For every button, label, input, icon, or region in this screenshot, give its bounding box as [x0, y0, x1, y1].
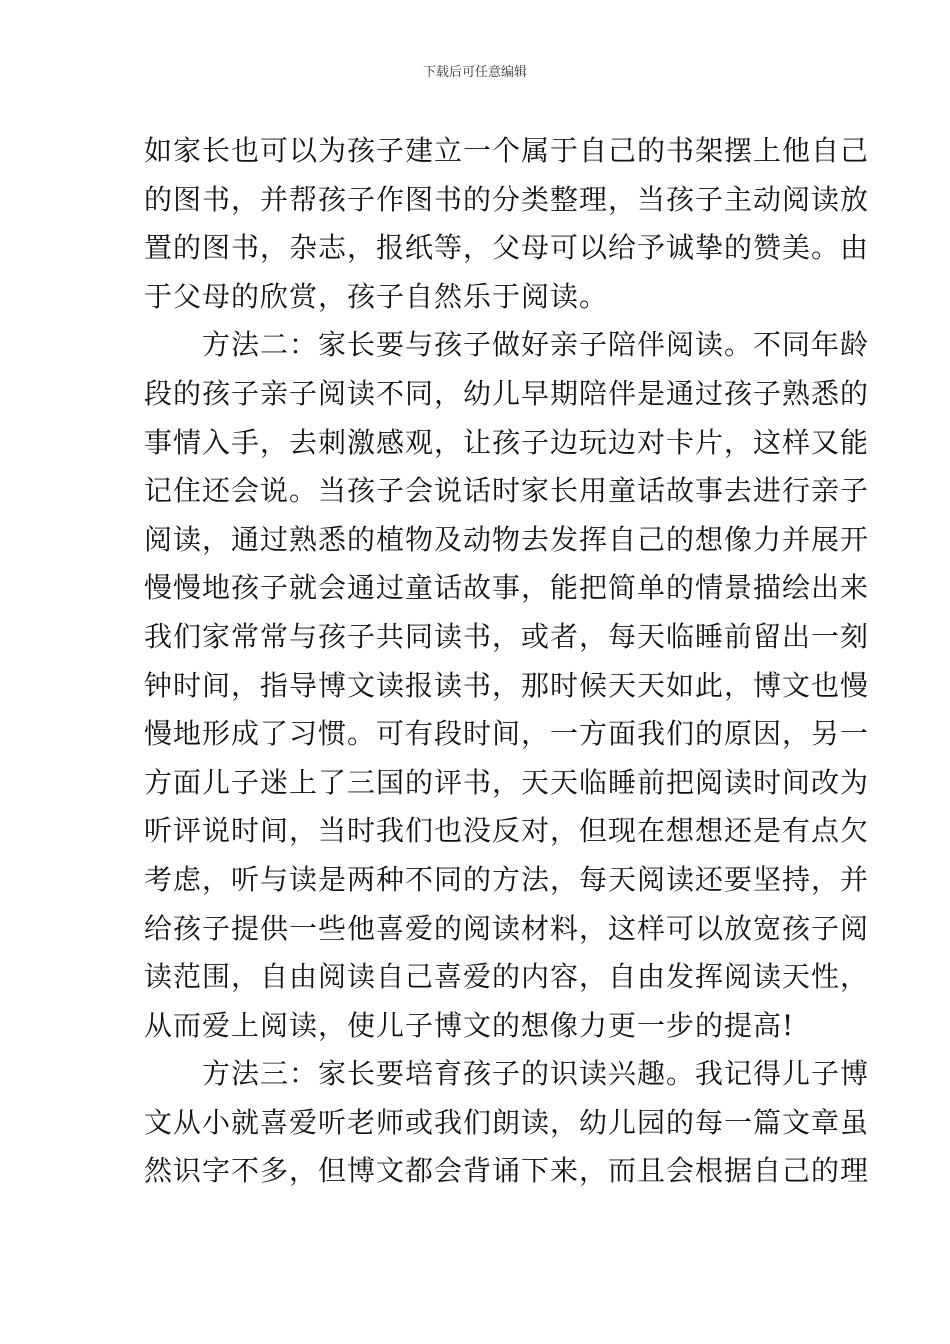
text-line: 给孩子提供一些他喜爱的阅读材料，这样可以放宽孩子阅 — [144, 911, 870, 945]
document-body — [144, 127, 870, 1196]
text-line: 于父母的欣赏，孩子自然乐于阅读。 — [144, 279, 609, 313]
text-line: 如家长也可以为孩子建立一个属于自己的书架摆上他自己 — [144, 134, 870, 167]
text-line: 记住还会说。当孩子会说话时家长用童话故事去进行亲子 — [144, 474, 870, 508]
text-line: 钟时间，指导博文读报读书，那时候天天如此，博文也慢 — [144, 668, 870, 702]
text-line: 置的图书，杂志，报纸等，父母可以给予诚挚的赞美。由 — [144, 231, 870, 265]
text-line: 的图书，并帮孩子作图书的分类整理，当孩子主动阅读放 — [144, 182, 870, 216]
text-line: 事情入手，去刺激感观，让孩子边玩边对卡片，这样又能 — [144, 425, 870, 459]
text-line: 听评说时间，当时我们也没反对，但现在想想还是有点欠 — [144, 814, 870, 848]
text-line: 方法二：家长要与孩子做好亲子陪伴阅读。不同年龄 — [144, 328, 870, 362]
text-line: 方面儿子迷上了三国的评书，天天临睡前把阅读时间改为 — [144, 765, 870, 799]
text-line: 慢慢地孩子就会通过童话故事，能把简单的情景描绘出来 — [144, 571, 870, 605]
text-line: 我们家常常与孩子共同读书，或者，每天临睡前留出一刻 — [144, 619, 870, 653]
text-line: 段的孩子亲子阅读不同，幼儿早期陪伴是通过孩子熟悉的 — [144, 376, 870, 410]
text-line: 文从小就喜爱听老师或我们朗读，幼儿园的每一篇文章虽 — [144, 1105, 870, 1139]
text-line: 然识字不多，但博文都会背诵下来，而且会根据自己的理 — [144, 1154, 870, 1188]
text-line: 从而爱上阅读，使儿子博文的想像力更一步的提高! — [144, 1008, 795, 1042]
text-line: 方法三：家长要培育孩子的识读兴趣。我记得儿子博 — [144, 1057, 870, 1091]
text-line: 读范围，自由阅读自己喜爱的内容，自由发挥阅读天性， — [144, 960, 870, 994]
text-line: 考虑，听与读是两种不同的方法，每天阅读还要坚持，并 — [144, 862, 870, 896]
text-line: 慢地形成了习惯。可有段时间，一方面我们的原因，另一 — [144, 717, 870, 751]
page-header: 下载后可任意编辑 — [422, 65, 527, 80]
text-line: 阅读，通过熟悉的植物及动物去发挥自己的想像力并展开 — [144, 522, 870, 556]
